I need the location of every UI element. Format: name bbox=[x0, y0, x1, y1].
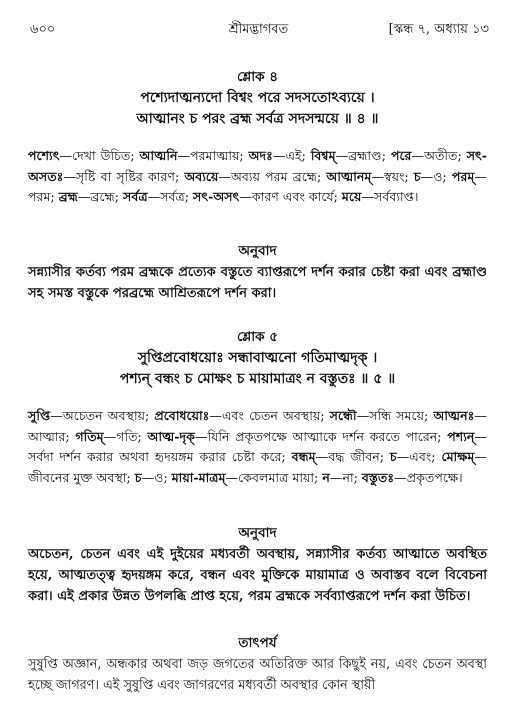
page-header bbox=[28, 20, 489, 40]
verse-4-text bbox=[28, 88, 487, 130]
synonym-meaning: ব্রহ্মাণ্ড; bbox=[348, 148, 391, 163]
chapter-reference: [স্কন্ধ ৭, অধ্যায় ১৩ bbox=[388, 22, 489, 37]
verse-5-synonyms: সুপ্তি—অচেতন অবস্থায়; প্রবোধয়োঃ—এবং চেতন অবস্থায়; সন্ধৌ—সন্ধি সময়ে; আত্মনঃ—আত্মার; গতিম্—গতি; আত্ম-দৃক্—যিনি প্রকৃতপক্ষে আত্মাকে দর্শন করতে পারেন; পশ্যন্—সর্বদা দর্শন করার অথবা হৃদয়ঙ্গম করার চেষ্টা করে; বন্ধম্—বদ্ধ জীবন; চ—এবং; মোক্ষম্—জীবনের মুক্ত অবস্থা; চ—ও; মায়া-মাত্রম্—কেবলমাত্র মায়া; ন—না; বস্তুতঃ—প্রকৃতপক্ষে। bbox=[28, 408, 487, 485]
synonym-meaning: সন্ধি সময়ে; bbox=[369, 408, 434, 423]
synonym-meaning: সর্বত্র; bbox=[160, 189, 194, 205]
synonym-word: অদঃ bbox=[248, 148, 273, 163]
synonym-word: চ bbox=[389, 449, 397, 465]
synonym-word: সুপ্তি bbox=[28, 408, 51, 423]
synonym-meaning: ও; bbox=[154, 469, 172, 485]
synonym-meaning: এবং চেতন অবস্থায়; bbox=[221, 408, 330, 423]
synonym-meaning: ব্রহ্মে; bbox=[90, 189, 124, 205]
verse-4-translation: সন্ন্যাসীর কর্তব্য পরম ব্রহ্মকে প্রত্যেক বস্তুতে ব্যাপ্তরূপে দর্শন করার চেষ্টা করা এবং ব্রহ্মাণ্ড সহ সমস্ত বস্তুকে পরব্রহ্মে আশ্রিতরূপে দর্শন করা। bbox=[28, 265, 487, 301]
verse-4-line-2: আত্মানং চ পরং ব্রহ্ম সর্বত্র সদসন্ময়ে ॥ ৪ ॥ bbox=[136, 111, 379, 127]
synonym-meaning: সৃষ্টি বা সৃষ্টির কারণ; bbox=[75, 168, 185, 184]
synonym-meaning: অতীত; bbox=[424, 148, 467, 163]
synonym-meaning: অচেতন অবস্থায়; bbox=[62, 408, 155, 423]
synonym-meaning: এই; bbox=[285, 148, 311, 163]
synonym-meaning: ও; bbox=[433, 168, 452, 184]
synonym-word: সৎ-অসতঃ bbox=[28, 148, 487, 184]
synonym-meaning: স্বয়ং; bbox=[383, 168, 414, 184]
synonym-word: চ bbox=[134, 469, 142, 485]
verse-5-line-2: পশ্যন্ বন্ধং চ মোক্ষং চ মায়ামাত্রং ন বস্তুতঃ ॥ ৫ ॥ bbox=[119, 371, 396, 387]
synonym-word: প্রবোধয়োঃ bbox=[154, 408, 210, 423]
purport-text: সুষুপ্তি অজ্ঞান, অন্ধকার অথবা জড় জগতের অতিরিক্ত আর কিছুই নয়, এবং চেতন অবস্থা হচ্ছে জাগরণ। এই সুষুপ্তি এবং জাগরণের মধ্যবর্তী অবস্থার কোন স্থায়ী bbox=[28, 657, 487, 693]
synonym-meaning: পরম; bbox=[28, 189, 59, 205]
synonym-word: বস্তুতঃ bbox=[361, 469, 395, 485]
page-number: ৬০০ bbox=[30, 22, 56, 37]
synonym-word: পরম্ bbox=[451, 168, 475, 184]
synonym-meaning: বদ্ধ জীবন; bbox=[328, 449, 390, 465]
synonym-word: অব্যয়ে bbox=[184, 168, 219, 184]
synonym-meaning: প্রকৃতপক্ষে। bbox=[406, 469, 463, 485]
synonym-word: ব্রহ্ম bbox=[58, 189, 78, 205]
synonym-meaning: গতি; bbox=[116, 428, 148, 444]
book-title: শ্রীমদ্ভাগবত bbox=[228, 22, 289, 37]
synonym-word: সন্ধৌ bbox=[329, 408, 357, 423]
synonym-word: আত্ম-দৃক্ bbox=[147, 428, 195, 444]
synonym-meaning: অব্যয় পরম ব্রহ্মে; bbox=[231, 168, 327, 184]
purport-heading: তাৎপর্য bbox=[238, 635, 277, 651]
verse-5-translation: অচেতন, চেতন এবং এই দুইয়ের মধ্যবর্তী অবস্থায়, সন্ন্যাসীর কর্তব্য আত্মাতে অবস্থিত হয়ে, আত্মতত্ত্ব হৃদয়ঙ্গম করে, বন্ধন এবং মুক্তিকে মায়ামাত্র ও অবাস্তব বলে বিবেচনা করা। এই প্রকার উন্নত উপলব্ধি প্রাপ্ত হয়ে, পরম ব্রহ্মকে সর্বব্যাপ্তরূপে দর্শন করা উচিত। bbox=[28, 547, 487, 604]
synonym-meaning: কেবলমাত্র মায়া; bbox=[238, 469, 323, 485]
verse-4-translation-heading: অনুবাদ bbox=[238, 243, 277, 259]
synonym-meaning: আত্মার; bbox=[28, 428, 76, 444]
synonym-word: পশ্যন্ bbox=[447, 428, 475, 444]
synonym-word: বন্ধম্ bbox=[291, 449, 316, 465]
synonym-meaning: দেখা উচিত; bbox=[72, 148, 140, 163]
synonym-word: ময়ে bbox=[341, 189, 362, 205]
synonym-word: গতিম্ bbox=[75, 428, 104, 444]
synonym-meaning: এবং; bbox=[409, 449, 442, 465]
synonym-word: আত্মনি bbox=[139, 148, 178, 163]
verse-4-line-1: পশ্যেদাত্মন্যদো বিশ্বং পরে সদসতোঽব্যয়ে । bbox=[140, 90, 375, 106]
synonym-meaning: সর্বব্যাপ্ত। bbox=[374, 189, 419, 205]
synonym-meaning: কারণ এবং কার্যে; bbox=[251, 189, 342, 205]
verse-4-synonyms: পশ্যেৎ—দেখা উচিত; আত্মনি—পরমাত্মায়; অদঃ—এই; বিশ্বম্—ব্রহ্মাণ্ড; পরে—অতীত; সৎ-অসতঃ—সৃষ্টি বা সৃষ্টির কারণ; অব্যয়ে—অব্যয় পরম ব্রহ্মে; আত্মানম্—স্বয়ং; চ—ও; পরম্—পরম; ব্রহ্ম—ব্রহ্মে; সর্বত্র—সর্বত্র; সৎ-অসৎ—কারণ এবং কার্যে; ময়ে—সর্বব্যাপ্ত। bbox=[28, 148, 487, 205]
synonym-word: আত্মানম্ bbox=[326, 168, 372, 184]
verse-4-heading: শ্লোক ৪ bbox=[236, 69, 279, 85]
synonym-word: মোক্ষম্ bbox=[441, 449, 475, 465]
synonym-word: সৎ-অসৎ bbox=[193, 189, 240, 205]
synonym-meaning: জীবনের মুক্ত অবস্থা; bbox=[28, 469, 135, 485]
synonym-word: মায়া-মাত্রম্ bbox=[171, 469, 226, 485]
synonym-word: আত্মনঃ bbox=[433, 408, 475, 423]
verse-5-heading: শ্লোক ৫ bbox=[236, 329, 279, 345]
synonym-word: পরে bbox=[390, 148, 412, 163]
synonym-meaning: না; bbox=[342, 469, 362, 485]
synonym-word: সর্বত্র bbox=[123, 189, 148, 205]
verse-5-text bbox=[28, 348, 487, 390]
synonym-meaning: যিনি প্রকৃতপক্ষে আত্মাকে দর্শন করতে পারেন; bbox=[207, 428, 448, 444]
synonym-word: বিশ্বম্ bbox=[310, 148, 336, 163]
synonym-meaning: পরমাত্মায়; bbox=[190, 148, 249, 163]
verse-5-line-1: সুপ্তিপ্রবোধয়োঃ সন্ধাবাত্মনো গতিমাত্মদৃক্ । bbox=[137, 350, 378, 366]
synonym-word: পশ্যেৎ bbox=[28, 148, 60, 163]
verse-5-translation-heading: অনুবাদ bbox=[238, 525, 277, 541]
synonym-meaning: সর্বদা দর্শন করার অথবা হৃদয়ঙ্গম করার চেষ্টা করে; bbox=[28, 449, 292, 465]
synonym-word: চ bbox=[413, 168, 421, 184]
synonym-word: ন bbox=[322, 469, 330, 485]
